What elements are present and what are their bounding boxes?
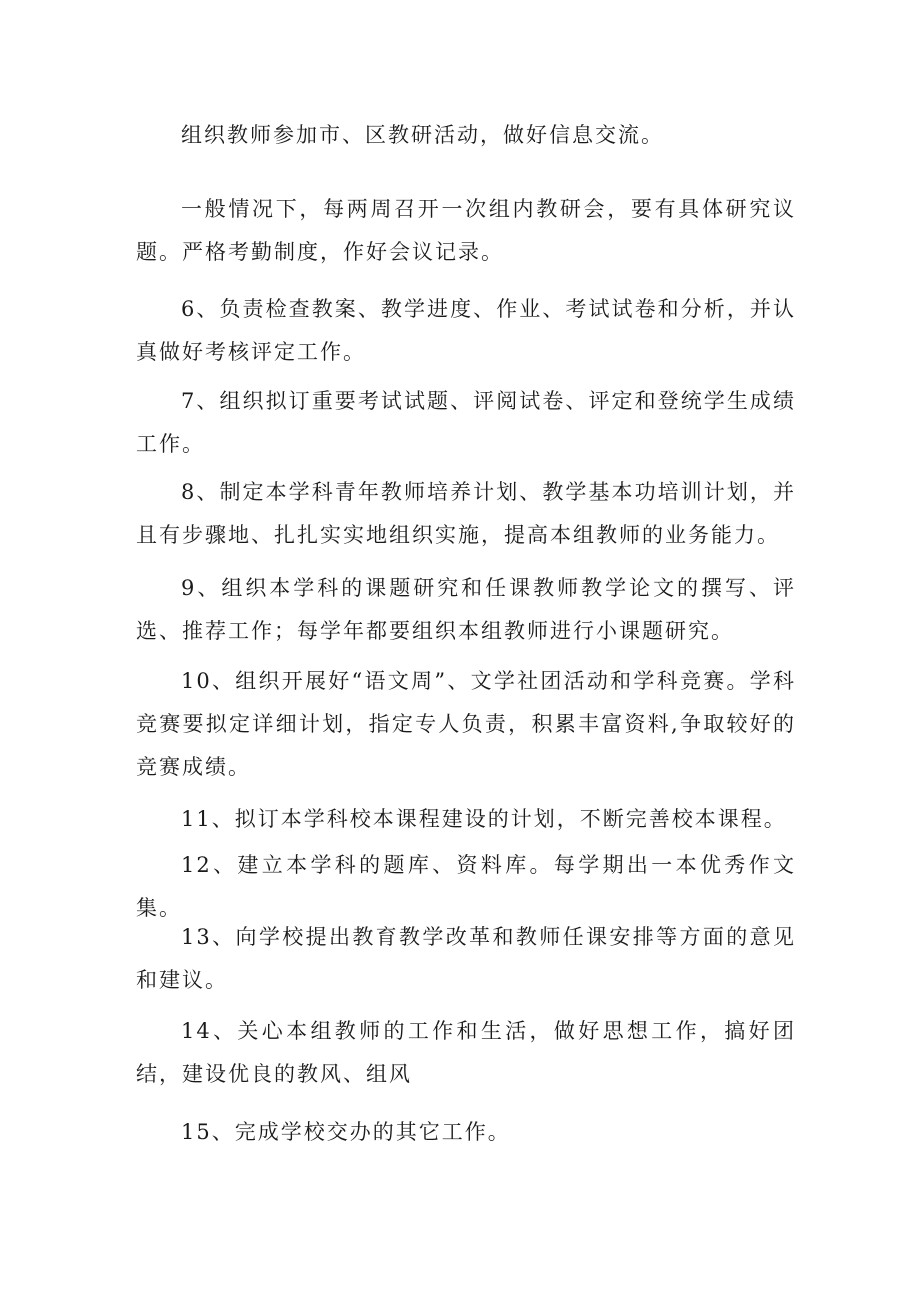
paragraph-item-6: 6、负责检查教案、教学进度、作业、考试试卷和分析，并认真做好考核评定工作。 [136, 297, 796, 364]
paragraph-item-14: 14、关心本组教师的工作和生活，做好思想工作，搞好团结，建设优良的教风、组风 [136, 1019, 796, 1086]
paragraph-item-9: 9、组织本学科的课题研究和任课教师教学论文的撰写、评选、推荐工作；每学年都要组织本组教师进行小课题研究。 [136, 576, 796, 643]
paragraph-item-8: 8、制定本学科青年教师培养计划、教学基本功培训计划，并且有步骤地、扎扎实实地组织实施，提高本组教师的业务能力。 [136, 480, 796, 547]
paragraph-item-12: 12、建立本学科的题库、资料库。每学期出一本优秀作文集。 [136, 853, 796, 920]
paragraph-biweekly-meeting: 一般情况下，每两周召开一次组内教研会，要有具体研究议题。严格考勤制度，作好会议记录。 [136, 197, 796, 264]
paragraph-item-7: 7、组织拟订重要考试试题、评阅试卷、评定和登统学生成绩工作。 [136, 389, 796, 456]
paragraph-item-13: 13、向学校提出教育教学改革和教师任课安排等方面的意见和建议。 [136, 925, 796, 992]
paragraph-item-10: 10、组织开展好“语文周”、文学社团活动和学科竞赛。学科竞赛要拟定详细计划，指定专人负责，积累丰富资料,争取较好的竞赛成绩。 [136, 669, 796, 779]
paragraph-teaching-research-activities: 组织教师参加市、区教研活动，做好信息交流。 [181, 123, 664, 147]
paragraph-item-15: 15、完成学校交办的其它工作。 [181, 1120, 511, 1144]
paragraph-item-11: 11、拟订本学科校本课程建设的计划，不断完善校本课程。 [181, 807, 787, 831]
